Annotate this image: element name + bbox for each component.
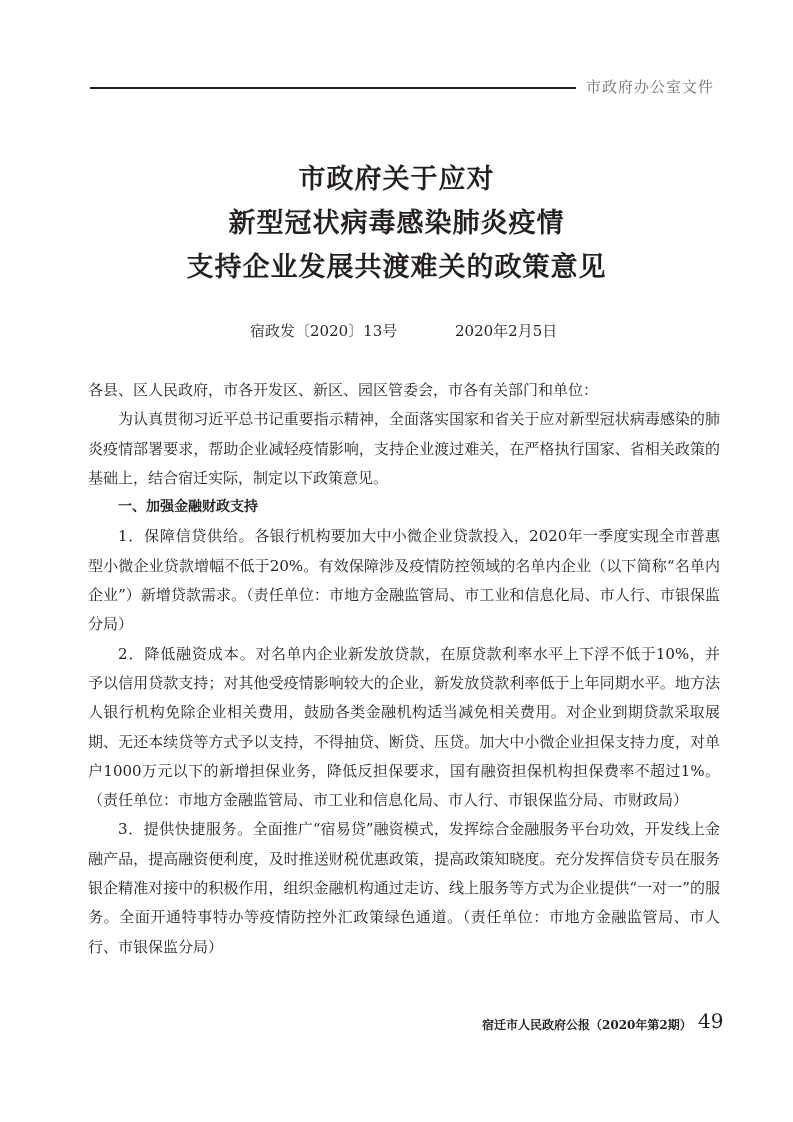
header-label: 市政府办公室文件 (586, 78, 715, 96)
policy-item-2-text: 对名单内企业新发放贷款，在原贷款利率水平上下浮不低于10%，并予以信用贷款支持；对其他受疫情影响较大的企业，新发放贷款利率低于上年同期水平。地方法人银行机构免除企业相关费用，鼓励各类金融机构适当减免相关费用。对企业到期贷款采取展期、无还本续贷等方式予以支持，不得抽贷、断贷、压贷。加大中小微企业担保支持力度，对单户1000万元以下的新增担保业务，降低反担保要求，国有融资担保机构担保费率不超过1%。（责任单位：市地方金融监管局、市工业和信息化局、市人行、市银保监分局、市财政局） (88, 644, 721, 810)
policy-item-3 (88, 815, 720, 961)
document-body (88, 376, 720, 962)
footer-journal-name: 宿迁市人民政府公报（2020年第2期） (482, 1018, 692, 1032)
document-number: 宿政发〔2020〕13号 (250, 322, 398, 340)
section-heading-1: 一、加强金融财政支持 (118, 499, 258, 516)
title-line-3: 支持企业发展共渡难关的政策意见 (186, 252, 607, 283)
title-line-2: 新型冠状病毒感染肺炎疫情 (228, 208, 565, 239)
policy-item-1 (88, 522, 720, 639)
addressee: 各县、区人民政府，市各开发区、新区、园区管委会，市各有关部门和单位： (88, 381, 599, 399)
document-date: 2020年2月5日 (455, 322, 558, 340)
header-rule (90, 87, 576, 89)
policy-item-2 (88, 640, 720, 816)
document-title (0, 158, 793, 290)
page-number: 49 (698, 1009, 724, 1033)
policy-item-3-text: 全面推广“宿易贷”融资模式，发挥综合金融服务平台功效，开发线上金融产品，提高融资便利度，及时推送财税优惠政策，提高政策知晓度。充分发挥信贷专员在服务银企精准对接中的积极作用，组织金融机构通过走访、线上服务等方式为企业提供“一对一”的服务。全面开通特事特办等疫情防控外汇政策绿色通道。（责任单位：市地方金融监管局、市人行、市银保监分局） (88, 820, 721, 956)
intro-paragraph: 为认真贯彻习近平总书记重要指示精神，全面落实国家和省关于应对新型冠状病毒感染的肺炎疫情部署要求，帮助企业减轻疫情影响，支持企业渡过难关，在严格执行国家、省相关政策的基础上，结合宿迁实际，制定以下政策意见。 (88, 410, 720, 487)
title-line-1: 市政府关于应对 (298, 164, 495, 195)
policy-item-1-text: 各银行机构要加大中小微企业贷款投入，2020年一季度实现全市普惠型小微企业贷款增幅不低于20%。有效保障涉及疫情防控领域的名单内企业（以下简称“名单内企业”）新增贷款需求。（责任单位：市地方金融监管局、市工业和信息化局、市人行、市银保监分局） (88, 527, 720, 634)
policy-item-2-lead: 2．降低融资成本。 (118, 644, 256, 663)
policy-item-1-lead: 1．保障信贷供给。 (118, 527, 255, 546)
policy-item-3-lead: 3．提供快捷服务。 (118, 820, 253, 839)
